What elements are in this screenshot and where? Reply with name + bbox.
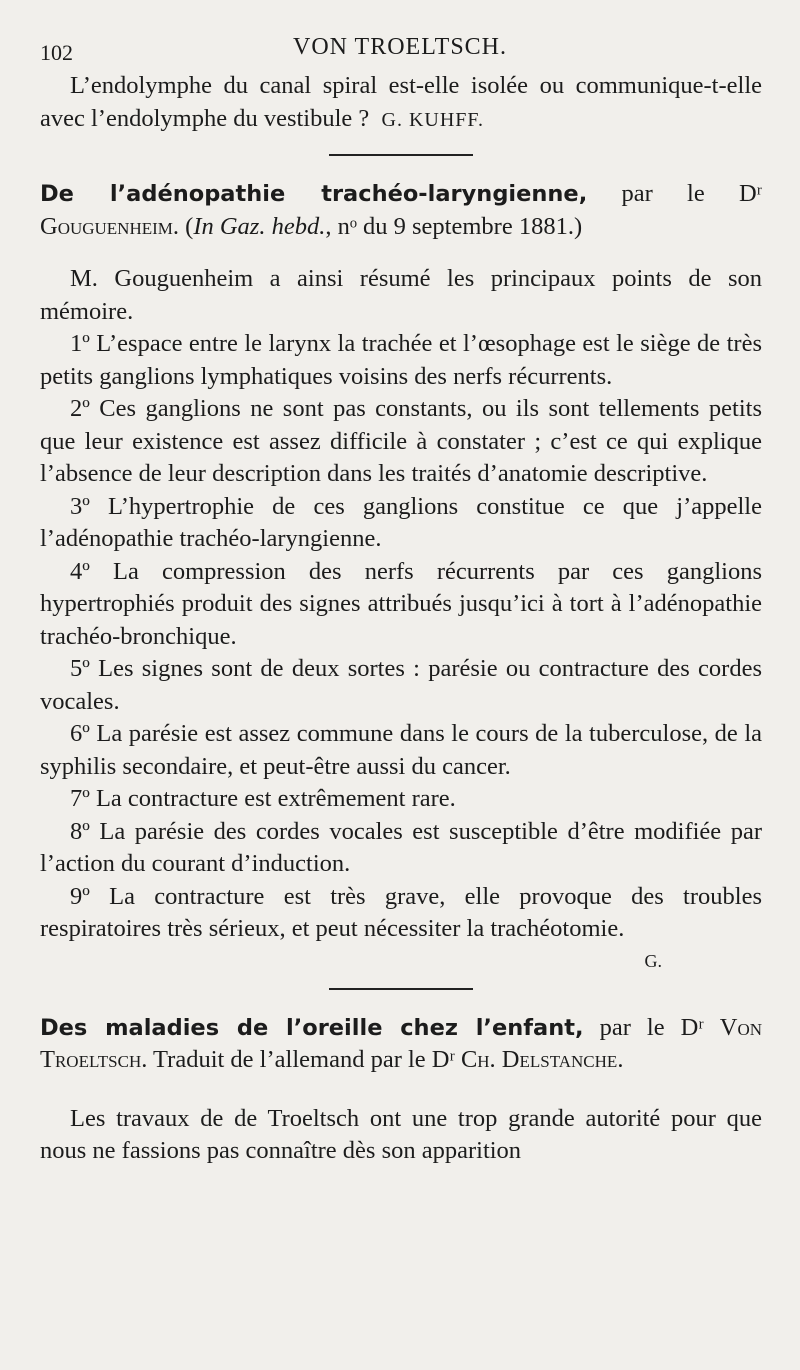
article-2-byline: par le Dʳ xyxy=(583,1013,720,1041)
intro-signature: G. KUHFF. xyxy=(381,108,484,131)
running-title: VON TROELTSCH. xyxy=(292,34,508,60)
article-1-point-2: 2º Ces ganglions ne sont pas constants, ou ils sont tellements petits que leur existence est assez difficile à constater ; c’est ce qui explique l’absence de leur description dans les traités d’anatomie descriptive. xyxy=(40,395,762,487)
article-1-point-9: 9º La contracture est très grave, elle provoque des troubles respiratoires très sérieux, et peut nécessiter la trachéotomie. xyxy=(40,882,762,942)
article-1-ref-journal: In Gaz. hebd. xyxy=(193,212,326,240)
article-1-point-5: 5º Les signes sont de deux sortes : parésie ou contracture des cordes vocales. xyxy=(40,655,762,715)
article-2-author: Von Troeltsch xyxy=(40,1013,762,1073)
article-1-lead: M. Gouguenheim a ainsi résumé les principaux points de son mémoire. xyxy=(40,265,762,325)
intro-paragraph xyxy=(40,70,762,136)
article-2-translated: . Traduit de l’allemand par le Dʳ xyxy=(141,1046,461,1073)
intro-text: L’endolymphe du canal spiral est-elle isolée ou communique-t-elle avec l’endolymphe du vestibule ? xyxy=(40,72,762,132)
article-1-heading xyxy=(40,178,762,243)
page-body xyxy=(40,70,762,1168)
article-1-point-8: 8º La parésie des cordes vocales est susceptible d’être modifiée par l’action du courant d’induction. xyxy=(40,817,762,877)
article-2-heading xyxy=(40,1012,762,1077)
article-2-end: . xyxy=(617,1046,624,1073)
article-1-byline: par le Dʳ xyxy=(587,180,763,207)
article-1-signature: G. xyxy=(644,950,662,971)
section-divider xyxy=(329,154,473,156)
article-1-author: Gouguenheim xyxy=(40,212,173,240)
article-1-point-3: 3º L’hypertrophie de ces ganglions constitue ce que j’appelle l’adénopathie trachéo-laryngienne. xyxy=(40,492,762,552)
article-1-title: De l’adénopathie trachéo-laryngienne, xyxy=(40,181,588,207)
article-2-title: Des maladies de l’oreille chez l’enfant, xyxy=(40,1014,584,1041)
article-1-ref-rest: , nᵒ du 9 septembre 1881.) xyxy=(325,212,583,240)
section-divider xyxy=(329,988,473,990)
article-1-ref-open: . ( xyxy=(172,212,194,240)
article-2-lead: Les travaux de de Troeltsch ont une trop grande autorité pour que nous ne fassions pas connaître dès son apparition xyxy=(40,1104,762,1164)
article-1-point-7: 7º La contracture est extrêmement rare. xyxy=(70,785,456,812)
page-header xyxy=(40,34,760,68)
article-1-point-6: 6º La parésie est assez commune dans le cours de la tuberculose, de la syphilis secondaire, et peut-être aussi du cancer. xyxy=(40,720,762,780)
article-1-point-1: 1º L’espace entre le larynx la trachée et l’œsophage est le siège de très petits ganglions lymphatiques voisins des nerfs récurrents. xyxy=(40,330,762,390)
article-2-translator: Ch. Delstanche xyxy=(460,1046,618,1073)
page-number: 102 xyxy=(40,40,73,65)
article-1-point-4: 4º La compression des nerfs récurrents par ces ganglions hypertrophiés produit des signes attribués jusqu’ici à tort à l’adénopathie trachéo-bronchique. xyxy=(40,557,762,650)
